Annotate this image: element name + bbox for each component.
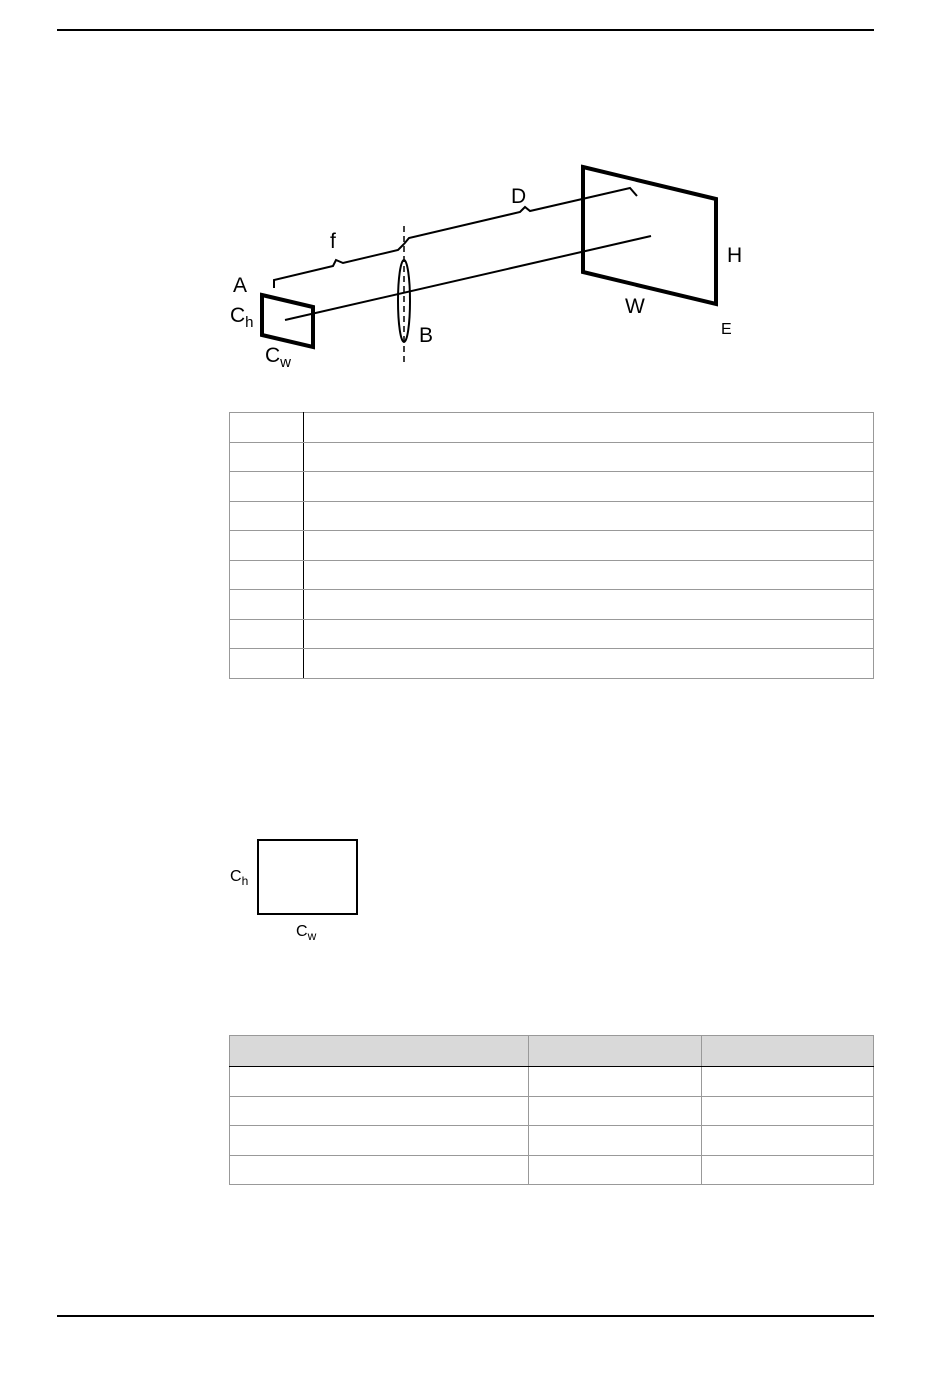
format-cell — [529, 1096, 702, 1126]
label-h: H — [727, 244, 743, 267]
format-header-cell — [529, 1036, 702, 1067]
format-table-header-row — [230, 1036, 874, 1067]
format-cell — [702, 1155, 874, 1185]
sensor-box — [258, 840, 357, 914]
format-row — [230, 1155, 874, 1185]
sensor-label-cw: $C_w$ — [296, 923, 317, 943]
label-cw: $C_w$ — [265, 344, 292, 371]
footer-rule — [57, 1315, 874, 1317]
label-d: D — [511, 185, 527, 208]
format-cell — [230, 1155, 529, 1185]
label-f: f — [330, 230, 336, 253]
format-cell — [702, 1096, 874, 1126]
label-a: A — [233, 274, 248, 297]
format-header-cell — [702, 1036, 874, 1067]
label-ch: $C_h$ — [230, 304, 254, 331]
format-cell — [230, 1096, 529, 1126]
format-cell — [702, 1067, 874, 1097]
format-cell — [230, 1126, 529, 1156]
label-b: B — [419, 324, 434, 347]
format-cell — [702, 1126, 874, 1156]
format-cell — [529, 1126, 702, 1156]
label-e: E — [721, 321, 732, 338]
format-row — [230, 1067, 874, 1097]
format-row — [230, 1096, 874, 1126]
format-cell — [529, 1155, 702, 1185]
format-header-cell — [230, 1036, 529, 1067]
format-row — [230, 1126, 874, 1156]
sensor-label-ch: $C_h$ — [230, 868, 249, 888]
format-cell — [529, 1067, 702, 1097]
sensor-format-table — [229, 1035, 874, 1185]
format-cell — [230, 1067, 529, 1097]
label-w: W — [625, 295, 645, 318]
